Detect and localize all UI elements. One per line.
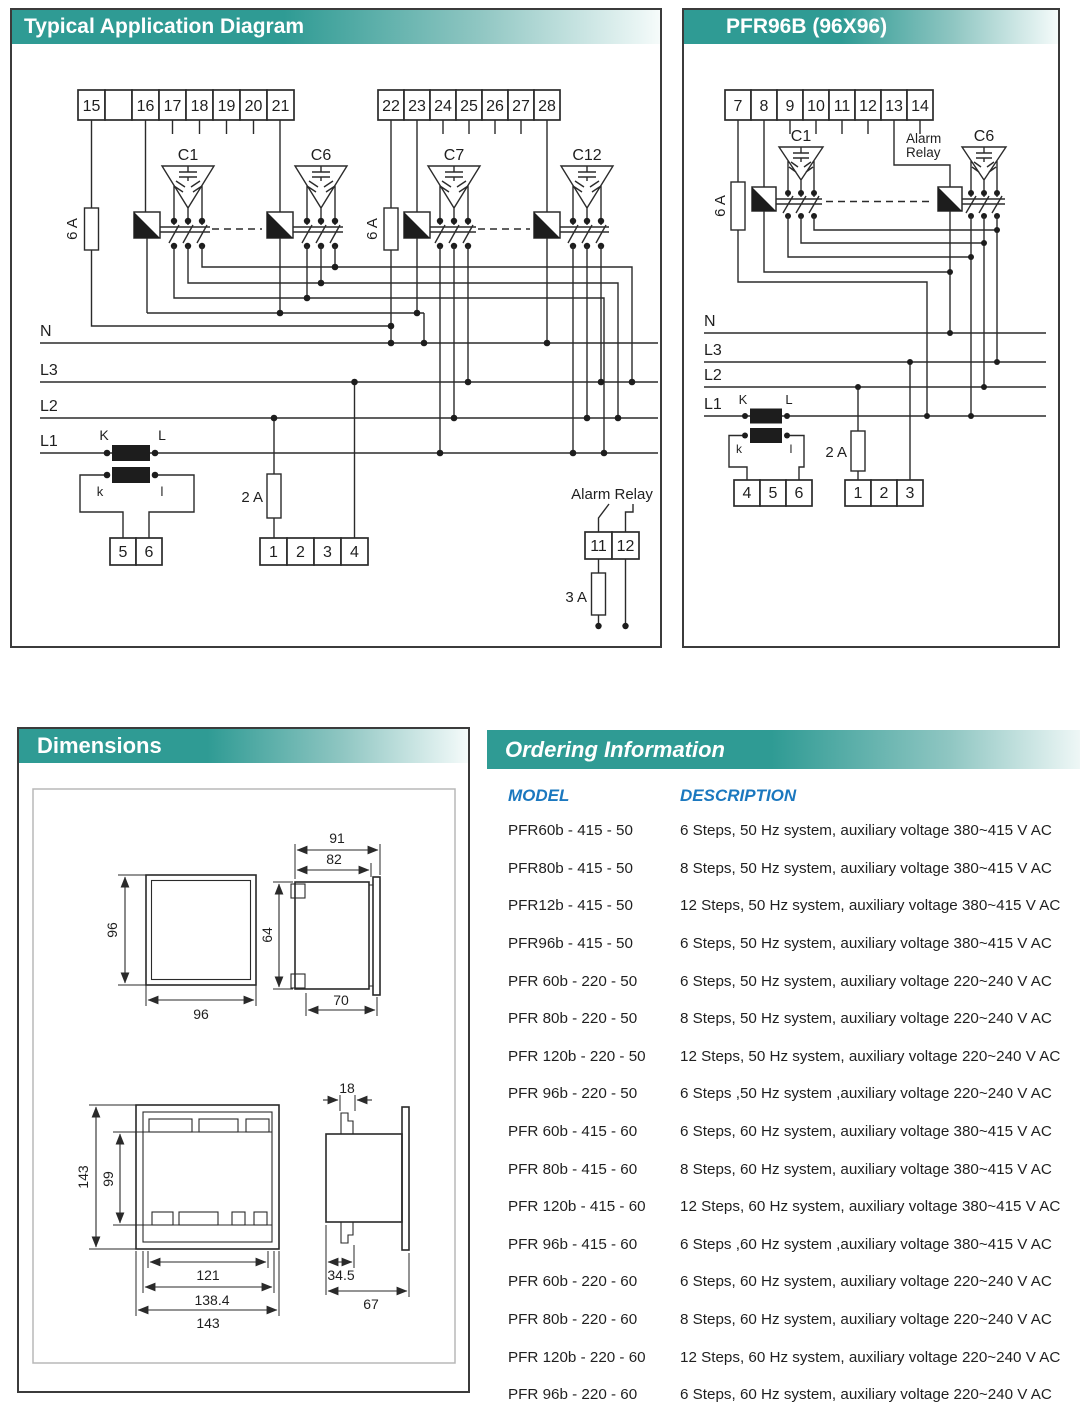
terminal-label: 2 — [879, 485, 889, 502]
bus-label-l1: L1 — [704, 396, 722, 413]
table-row — [487, 962, 1080, 1000]
ct-label-l: l — [160, 484, 164, 499]
ordering-title: Ordering Information — [505, 737, 725, 762]
terminal-label: 4 — [350, 544, 359, 561]
terminal-label: 1 — [853, 485, 863, 502]
capacitor-bank-label: C7 — [443, 147, 465, 164]
bus-label-l1: L1 — [40, 433, 58, 450]
dimensions-title: Dimensions — [37, 733, 162, 758]
terminal-strip-b — [378, 90, 560, 120]
description-cell: 6 Steps ,50 Hz system ,auxiliary voltage 220~240 V AC — [680, 1085, 1052, 1103]
table-row — [487, 1226, 1080, 1264]
ct-label-k: k — [736, 442, 742, 456]
fuse-label: 6 A — [364, 218, 381, 240]
front-view — [104, 875, 256, 1022]
model-cell: PFR96b - 415 - 50 — [508, 935, 633, 953]
table-row — [487, 1113, 1080, 1151]
terminal-stubs — [173, 120, 522, 134]
dimension-drawings — [19, 729, 468, 1391]
model-cell: PFR 60b - 220 - 50 — [508, 972, 638, 990]
ordering-header — [487, 730, 1080, 769]
table-row — [487, 1188, 1080, 1226]
description-cell: 12 Steps, 50 Hz system, auxiliary voltage 220~240 V AC — [680, 1047, 1061, 1065]
table-row — [487, 887, 1080, 925]
current-transformer — [729, 392, 812, 506]
terminal-label: 3 — [905, 485, 915, 502]
description-cell: 6 Steps, 50 Hz system, auxiliary voltage 380~415 V AC — [680, 822, 1052, 840]
dimensions-panel — [17, 727, 470, 1393]
capacitor-bank-label: C1 — [790, 128, 812, 145]
wiring-diagram-typical — [12, 10, 660, 646]
side-view-2 — [323, 1080, 409, 1312]
typical-application-header — [12, 10, 660, 44]
bus-label-n: N — [40, 323, 52, 340]
terminal-label: 20 — [244, 98, 263, 115]
table-row — [487, 1150, 1080, 1188]
typical-application-panel — [10, 8, 662, 648]
model-cell: PFR 80b - 415 - 60 — [508, 1160, 638, 1178]
capacitor-bank-label: C6 — [973, 128, 995, 145]
terminal-label: 13 — [885, 98, 903, 115]
capacitor-bank-label: C12 — [572, 147, 602, 164]
model-cell: PFR 120b - 415 - 60 — [508, 1198, 646, 1216]
terminal-strip-a — [78, 90, 294, 120]
dim-body-depth: 82 — [326, 851, 342, 867]
wiring-diagram-pfr96b — [684, 10, 1058, 646]
terminal-label: 27 — [512, 98, 530, 115]
terminal-label: 25 — [460, 98, 478, 115]
ordering-information-section — [487, 727, 1080, 1419]
alarm-relay-label-line1: Alarm — [906, 131, 942, 146]
dim-clip: 18 — [339, 1080, 355, 1096]
bus-label-l3: L3 — [40, 362, 58, 379]
terminal-label: 26 — [486, 98, 504, 115]
voltage-input — [825, 362, 923, 506]
alarm-relay-label-line2: Relay — [906, 145, 941, 160]
terminal-label: 19 — [217, 98, 236, 115]
table-row — [487, 850, 1080, 888]
description-cell: 12 Steps, 60 Hz system, auxiliary voltage 380~415 V AC — [680, 1198, 1061, 1216]
model-cell: PFR12b - 415 - 50 — [508, 897, 633, 915]
dim-depth: 67 — [363, 1296, 379, 1312]
fuse-6a-left — [64, 120, 391, 326]
terminal-label: 28 — [538, 98, 556, 115]
terminal-label: 12 — [616, 538, 635, 555]
dim-rear-inner-height: 99 — [100, 1171, 116, 1187]
description-cell: 12 Steps, 50 Hz system, auxiliary voltage 380~415 V AC — [680, 897, 1061, 915]
ordering-column-headers — [487, 786, 1080, 806]
ct-label-K: K — [738, 392, 748, 407]
terminal-label: 9 — [785, 98, 795, 115]
model-cell: PFR60b - 415 - 50 — [508, 822, 633, 840]
terminal-label: 6 — [144, 544, 154, 561]
capacitor-bank-label: C6 — [310, 147, 332, 164]
description-cell: 8 Steps, 50 Hz system, auxiliary voltage 220~240 V AC — [680, 1010, 1052, 1028]
rear-view — [75, 1105, 279, 1331]
junction-dots — [104, 264, 636, 479]
dim-height: 96 — [104, 922, 120, 938]
terminal-label: 5 — [768, 485, 778, 502]
dim-rear-mid-width: 138.4 — [194, 1292, 230, 1308]
pfr96b-header — [684, 10, 1058, 44]
dim-width: 96 — [193, 1006, 209, 1022]
terminal-label: 3 — [323, 544, 332, 561]
model-cell: PFR 120b - 220 - 60 — [508, 1348, 646, 1366]
terminal-label: 23 — [408, 98, 426, 115]
table-row — [487, 1263, 1080, 1301]
description-cell: 6 Steps, 50 Hz system, auxiliary voltage 380~415 V AC — [680, 935, 1052, 953]
dim-body-height: 64 — [259, 927, 275, 943]
table-row — [487, 1000, 1080, 1038]
ct-label-k: k — [96, 484, 104, 499]
terminal-label: 4 — [742, 485, 752, 502]
description-cell: 6 Steps, 50 Hz system, auxiliary voltage 220~240 V AC — [680, 972, 1052, 990]
table-row — [487, 925, 1080, 963]
terminal-label: 1 — [269, 544, 278, 561]
table-row — [487, 1338, 1080, 1376]
model-cell: PFR 80b - 220 - 60 — [508, 1311, 638, 1329]
dim-rear-width: 143 — [196, 1315, 220, 1331]
terminal-label: 10 — [807, 98, 825, 115]
capacitor-banks — [779, 128, 1006, 190]
terminal-label: 18 — [190, 98, 209, 115]
bus-label-l3: L3 — [704, 342, 722, 359]
contactors — [752, 187, 1005, 219]
capacitor-bank-label: C1 — [177, 147, 199, 164]
description-cell: 6 Steps ,60 Hz system ,auxiliary voltage 380~415 V AC — [680, 1235, 1052, 1253]
table-row — [487, 1075, 1080, 1113]
current-transformer — [80, 427, 194, 565]
model-cell: PFR 96b - 220 - 60 — [508, 1386, 638, 1404]
model-cell: PFR 80b - 220 - 50 — [508, 1010, 638, 1028]
column-model: MODEL — [508, 786, 570, 805]
fuse-6a-right — [364, 120, 398, 343]
terminal-label: 11 — [590, 538, 607, 555]
ct-label-l: l — [789, 442, 793, 456]
fuse-label: 6 A — [64, 218, 81, 240]
model-cell: PFR 60b - 415 - 60 — [508, 1123, 638, 1141]
description-cell: 8 Steps, 50 Hz system, auxiliary voltage 380~415 V AC — [680, 859, 1052, 877]
fuse-label: 2 A — [241, 489, 263, 506]
dim-behind-panel: 70 — [333, 992, 349, 1008]
terminal-strip — [725, 90, 933, 120]
terminal-label: 5 — [118, 544, 128, 561]
side-view-1 — [259, 830, 380, 1016]
terminal-label: 7 — [733, 98, 743, 115]
terminal-label: 21 — [271, 98, 290, 115]
fuse-label: 6 A — [712, 195, 729, 217]
dimensions-header — [19, 729, 468, 763]
terminal-label: 14 — [911, 98, 929, 115]
bus-label-l2: L2 — [40, 398, 58, 415]
ct-label-L: L — [158, 427, 166, 443]
model-cell: PFR 120b - 220 - 50 — [508, 1047, 646, 1065]
alarm-relay — [565, 486, 653, 629]
terminal-label: 6 — [794, 485, 804, 502]
alarm-relay-label: Alarm Relay — [571, 486, 653, 503]
description-cell: 8 Steps, 60 Hz system, auxiliary voltage 380~415 V AC — [680, 1160, 1052, 1178]
bus-lines — [40, 323, 658, 453]
terminal-label: 15 — [82, 98, 101, 115]
voltage-input — [241, 382, 368, 565]
description-cell: 6 Steps, 60 Hz system, auxiliary voltage 220~240 V AC — [680, 1386, 1052, 1404]
terminal-label: 12 — [859, 98, 877, 115]
terminal-label: 11 — [833, 98, 851, 115]
typical-application-title: Typical Application Diagram — [24, 15, 305, 38]
ordering-rows — [487, 812, 1080, 1414]
terminal-label: 16 — [136, 98, 155, 115]
table-row — [487, 1038, 1080, 1076]
ct-label-L: L — [785, 392, 793, 407]
pfr96b-panel — [682, 8, 1060, 648]
dim-rear-inner-width: 121 — [196, 1267, 220, 1283]
dim-rail: 34.5 — [327, 1267, 355, 1283]
description-cell: 12 Steps, 60 Hz system, auxiliary voltage 220~240 V AC — [680, 1348, 1061, 1366]
dim-rear-height: 143 — [75, 1165, 91, 1189]
model-cell: PFR 96b - 415 - 60 — [508, 1235, 638, 1253]
model-cell: PFR80b - 415 - 50 — [508, 859, 633, 877]
terminal-label: 24 — [434, 98, 452, 115]
table-row — [487, 1301, 1080, 1339]
fuse-label: 3 A — [565, 589, 587, 606]
description-cell: 6 Steps, 60 Hz system, auxiliary voltage 220~240 V AC — [680, 1273, 1052, 1291]
column-description: DESCRIPTION — [680, 786, 797, 805]
ct-label-K: K — [99, 427, 109, 443]
terminal-label: 2 — [296, 544, 305, 561]
table-row — [487, 1376, 1080, 1414]
table-row — [487, 812, 1080, 850]
pfr96b-title: PFR96B (96X96) — [726, 15, 888, 38]
bus-lines — [704, 313, 1046, 416]
terminal-label: 22 — [382, 98, 400, 115]
model-cell: PFR 96b - 220 - 50 — [508, 1085, 638, 1103]
wiring-network — [764, 211, 997, 416]
bus-label-n: N — [704, 313, 716, 330]
terminal-label: 8 — [759, 98, 769, 115]
model-cell: PFR 60b - 220 - 60 — [508, 1273, 638, 1291]
fuse-label: 2 A — [825, 444, 847, 461]
terminal-label: 17 — [163, 98, 182, 115]
bus-label-l2: L2 — [704, 367, 722, 384]
dim-total-depth: 91 — [329, 830, 345, 846]
description-cell: 8 Steps, 60 Hz system, auxiliary voltage 220~240 V AC — [680, 1311, 1052, 1329]
description-cell: 6 Steps, 60 Hz system, auxiliary voltage 380~415 V AC — [680, 1123, 1052, 1141]
